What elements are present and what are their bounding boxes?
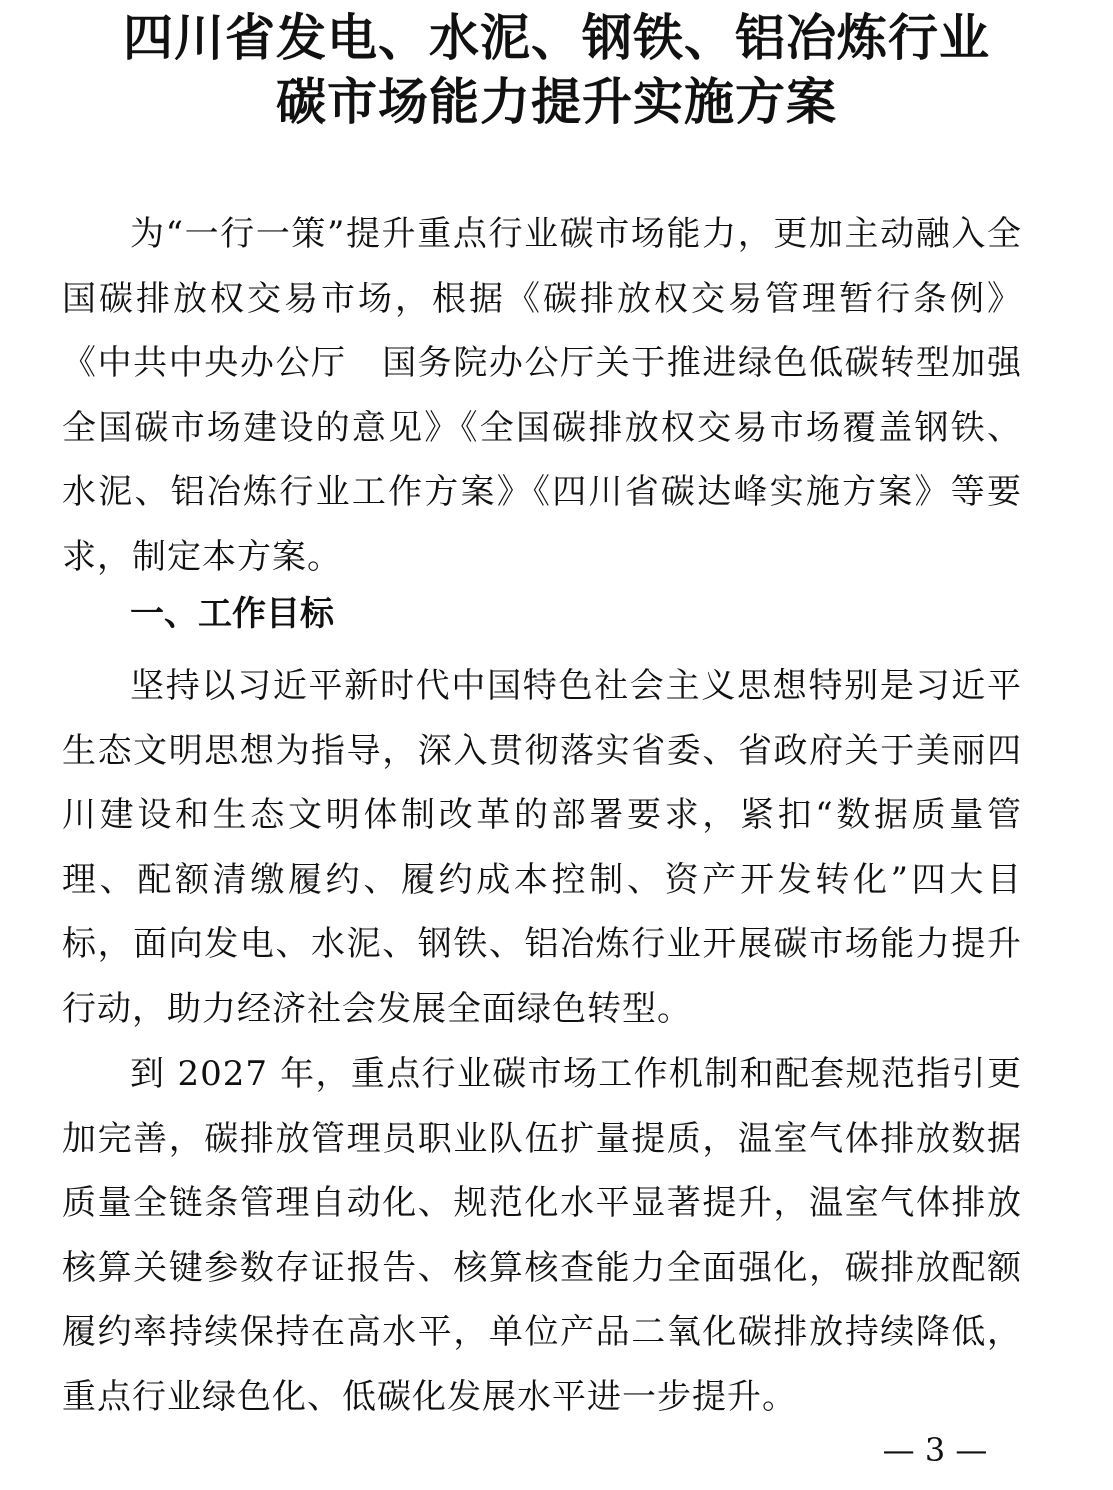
section-heading-work-goals: 一、工作目标 [130,594,334,634]
document-title-line-2: 碳市场能力提升实施方案 [276,73,837,131]
document-title-line-1: 四川省发电、水泥、钢铁、铝冶炼行业 [123,9,990,67]
page-number: — 3 — [882,1431,988,1469]
guiding-principles-paragraph: 坚持以习近平新时代中国特色社会主义思想特别是习近平生态文明思想为指导，深入贯彻落实省委、省政府关于美丽四川建设和生态文明体制改革的部署要求，紧扣“数据质量管理、配额清缴履约、履约成本控制、资产开发转化”四大目标，面向发电、水泥、钢铁、铝冶炼行业开展碳市场能力提升行动，助力经济社会发展全面绿色转型。 [62,666,1022,1029]
intro-paragraph: 为“一行一策”提升重点行业碳市场能力，更加主动融入全国碳排放权交易市场，根据《碳排放权交易管理暂行条例》《中共中央办公厅 国务院办公厅关于推进绿色低碳转型加强全国碳市场建设的意见》《全国碳排放权交易市场覆盖钢铁、水泥、铝冶炼行业工作方案》《四川省碳达峰实施方案》等要求，制定本方案。 [62,214,1022,577]
targets-2027-paragraph: 到 2027 年，重点行业碳市场工作机制和配套规范指引更加完善，碳排放管理员职业队伍扩量提质，温室气体排放数据质量全链条管理自动化、规范化水平显著提升，温室气体排放核算关键参数存证报告、核算核查能力全面强化，碳排放配额履约率持续保持在高水平，单位产品二氧化碳排放持续降低，重点行业绿色化、低碳化发展水平进一步提升。 [62,1054,1022,1417]
